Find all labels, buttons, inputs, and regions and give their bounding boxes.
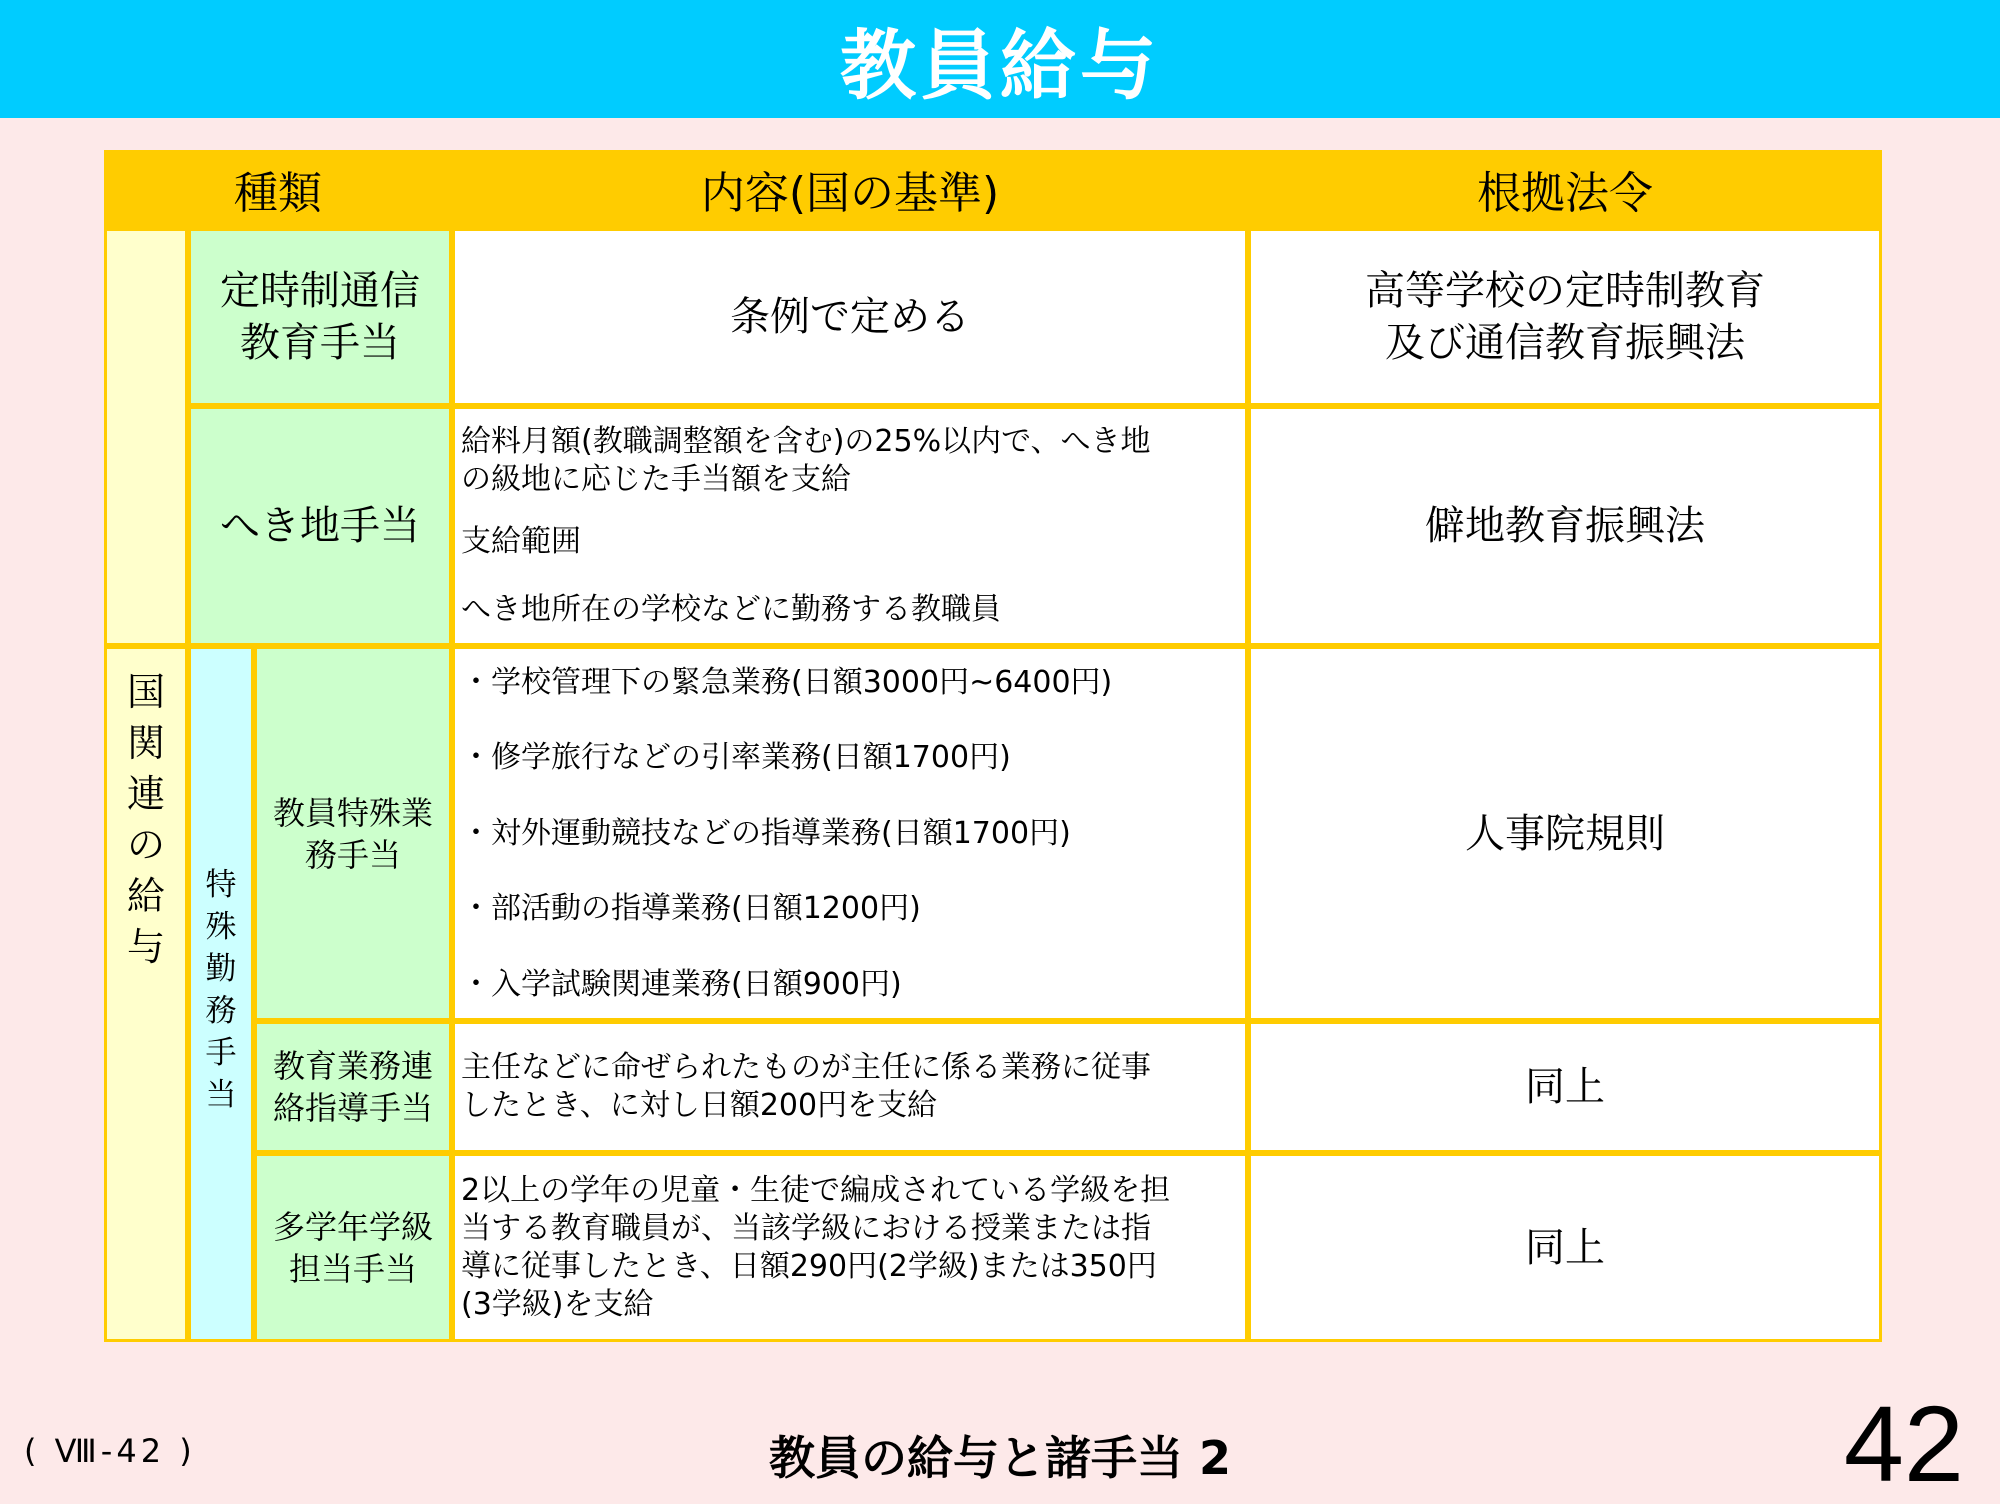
content-line: 給料月額(教職調整額を含む)の25%以内で、へき地 (461, 424, 1151, 459)
table-row (104, 406, 1882, 646)
allowance-name-cell: 多学年学級 担当手当 (254, 1153, 452, 1342)
content-line: 条例で定める (730, 294, 971, 340)
content-line: 2以上の学年の児童・生徒で編成されている学級を担 (461, 1172, 1171, 1208)
header-type: 種類 (104, 150, 452, 228)
content-line: の級地に応じた手当額を支給 (461, 462, 852, 497)
allowance-name-cell: 教員特殊業 務手当 (254, 646, 452, 1021)
subgroup-label-cell (188, 646, 254, 1342)
list-item: ・部活動の指導業務(日額1200円) (461, 891, 921, 926)
law-cell: 人事院規則 (1248, 646, 1882, 1021)
content-line: 主任などに命ぜられたものが主任に係る業務に従事 (461, 1050, 1152, 1085)
header-row (104, 150, 1882, 228)
list-item: ・対外運動競技などの指導業務(日額1700円) (461, 815, 1071, 851)
list-item: ・修学旅行などの引率業務(日額1700円) (461, 740, 1011, 775)
section-code: ( Ⅷ-42 ) (24, 1432, 196, 1470)
page-title: 教員給与 (840, 20, 1160, 110)
content-line: 導に従事したとき、日額290円(2学級)または350円 (461, 1248, 1157, 1284)
footer-subtitle: 教員の給与と諸手当 2 (768, 1431, 1232, 1485)
allowance-name-line: 教育手当 (240, 320, 400, 366)
law-cell (1248, 228, 1882, 406)
content-spacer (455, 561, 1245, 591)
content-line: 当する教育職員が、当該学級における授業または指 (461, 1210, 1152, 1246)
law-cell: 僻地教育振興法 (1248, 406, 1882, 646)
header-content: 内容(国の基準) (452, 150, 1248, 228)
header-law: 根拠法令 (1248, 150, 1882, 228)
law-line: 及び通信教育振興法 (1385, 320, 1746, 366)
allowance-table (104, 150, 1882, 1342)
allowance-name-line: 定時制通信 (220, 268, 420, 314)
subgroup-label: 特 殊 勤 務 手 当 (205, 867, 237, 1113)
law-cell: 同上 (1248, 1021, 1882, 1153)
content-spacer (455, 499, 1245, 523)
law-cell: 同上 (1248, 1153, 1882, 1342)
content-line: 支給範囲 (461, 524, 582, 559)
group-label-cell (104, 646, 188, 1342)
allowance-name-cell: 教育業務連 絡指導手当 (254, 1021, 452, 1153)
content-cell (452, 1153, 1248, 1342)
content-line: へき地所在の学校などに勤務する教職員 (461, 592, 1002, 627)
blank-group-cell (104, 228, 188, 646)
allowance-name-cell (188, 228, 452, 406)
table-row (104, 228, 1882, 406)
group-label: 国 関 連 の 給 与 (126, 670, 165, 969)
content-cell (452, 1021, 1248, 1153)
list-item: ・入学試験関連業務(日額900円) (461, 966, 902, 1002)
table-row (104, 1153, 1882, 1342)
title-bar (0, 0, 2000, 118)
page-number: 42 (1843, 1383, 1964, 1504)
list-item: ・学校管理下の緊急業務(日額3000円~6400円) (461, 664, 1113, 700)
content-line: したとき、に対し日額200円を支給 (461, 1088, 938, 1123)
allowance-name-cell: へき地手当 (188, 406, 452, 646)
content-cell (452, 406, 1248, 646)
content-cell (452, 228, 1248, 406)
table-row (104, 646, 1882, 1021)
content-cell (452, 646, 1248, 1021)
law-line: 高等学校の定時制教育 (1365, 268, 1766, 314)
content-line: (3学級)を支給 (461, 1286, 654, 1322)
table-row (104, 1021, 1882, 1153)
